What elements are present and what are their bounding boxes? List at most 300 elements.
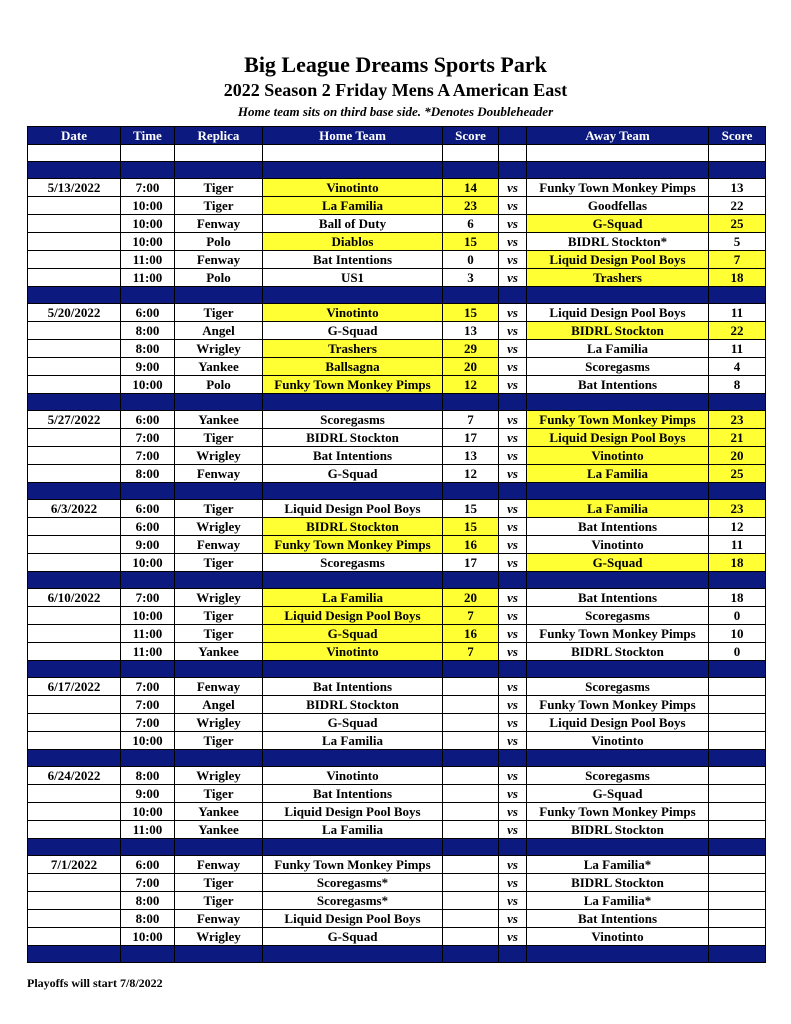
away-score-cell: 13	[709, 179, 766, 197]
schedule-table	[27, 126, 766, 963]
home-team-cell: Liquid Design Pool Boys	[263, 910, 443, 928]
vs-cell: vs	[499, 892, 527, 910]
week-separator-band-cell	[263, 839, 443, 856]
replica-cell: Yankee	[175, 643, 263, 661]
away-score-cell: 5	[709, 233, 766, 251]
date-cell	[28, 696, 121, 714]
table-row	[28, 518, 766, 536]
week-separator-band	[28, 162, 766, 179]
week-separator-band-cell	[709, 162, 766, 179]
away-team-cell: Trashers	[527, 269, 709, 287]
date-cell	[28, 910, 121, 928]
time-cell: 10:00	[121, 928, 175, 946]
home-team-cell: Ball of Duty	[263, 215, 443, 233]
away-team-cell: Bat Intentions	[527, 910, 709, 928]
away-team-cell: Vinotinto	[527, 732, 709, 750]
home-score-cell: 15	[443, 518, 499, 536]
week-separator-band-cell	[28, 572, 121, 589]
date-cell	[28, 322, 121, 340]
week-separator-band-cell	[175, 750, 263, 767]
vs-cell: vs	[499, 447, 527, 465]
away-team-cell: Funky Town Monkey Pimps	[527, 696, 709, 714]
replica-cell: Yankee	[175, 821, 263, 839]
schedule-note: Home team sits on third base side. *Denotes Doubleheader	[237, 104, 554, 119]
time-cell: 6:00	[121, 856, 175, 874]
vs-cell: vs	[499, 304, 527, 322]
table-row	[28, 589, 766, 607]
vs-cell: vs	[499, 465, 527, 483]
time-cell: 7:00	[121, 696, 175, 714]
week-separator-band-cell	[499, 483, 527, 500]
time-cell: 9:00	[121, 358, 175, 376]
vs-cell: vs	[499, 678, 527, 696]
home-score-cell: 15	[443, 304, 499, 322]
away-score-cell: 18	[709, 269, 766, 287]
week-separator-band-cell	[28, 661, 121, 678]
time-cell: 10:00	[121, 376, 175, 394]
time-cell: 10:00	[121, 803, 175, 821]
time-cell: 8:00	[121, 322, 175, 340]
date-cell	[28, 874, 121, 892]
replica-cell: Fenway	[175, 910, 263, 928]
table-row	[28, 910, 766, 928]
date-cell	[28, 928, 121, 946]
away-score-cell: 7	[709, 251, 766, 269]
away-team-cell: Bat Intentions	[527, 589, 709, 607]
week-separator-band-cell	[499, 661, 527, 678]
vs-cell: vs	[499, 500, 527, 518]
away-team-cell: Liquid Design Pool Boys	[527, 304, 709, 322]
date-cell	[28, 447, 121, 465]
date-cell: 6/17/2022	[28, 678, 121, 696]
week-separator-band	[28, 394, 766, 411]
home-team-cell: Liquid Design Pool Boys	[263, 803, 443, 821]
away-score-cell	[709, 732, 766, 750]
table-row	[28, 358, 766, 376]
vs-cell: vs	[499, 821, 527, 839]
home-team-cell: Bat Intentions	[263, 678, 443, 696]
week-separator-band-cell	[28, 839, 121, 856]
replica-cell: Fenway	[175, 251, 263, 269]
table-row	[28, 625, 766, 643]
col-header-replica: Replica	[175, 127, 263, 145]
home-score-cell: 0	[443, 251, 499, 269]
home-team-cell: Funky Town Monkey Pimps	[263, 536, 443, 554]
col-header-away-team: Away Team	[527, 127, 709, 145]
week-separator-band	[28, 287, 766, 304]
replica-cell: Angel	[175, 696, 263, 714]
away-team-cell: Liquid Design Pool Boys	[527, 251, 709, 269]
week-separator-band-cell	[28, 946, 121, 963]
home-score-cell: 3	[443, 269, 499, 287]
date-cell: 6/3/2022	[28, 500, 121, 518]
away-score-cell: 18	[709, 589, 766, 607]
table-row	[28, 554, 766, 572]
week-separator-band-cell	[709, 839, 766, 856]
vs-cell: vs	[499, 910, 527, 928]
home-team-cell: Scoregasms	[263, 411, 443, 429]
away-team-cell: BIDRL Stockton*	[527, 233, 709, 251]
week-separator-band-cell	[175, 394, 263, 411]
replica-cell: Tiger	[175, 197, 263, 215]
home-team-cell: BIDRL Stockton	[263, 429, 443, 447]
table-row	[28, 536, 766, 554]
time-cell: 8:00	[121, 910, 175, 928]
table-row	[28, 803, 766, 821]
week-separator-band-cell	[175, 162, 263, 179]
home-score-cell: 7	[443, 643, 499, 661]
replica-cell: Yankee	[175, 358, 263, 376]
vs-cell: vs	[499, 714, 527, 732]
time-cell: 11:00	[121, 625, 175, 643]
away-team-cell: Scoregasms	[527, 767, 709, 785]
time-cell: 7:00	[121, 589, 175, 607]
away-team-cell: G-Squad	[527, 215, 709, 233]
table-row	[28, 892, 766, 910]
away-score-cell: 22	[709, 322, 766, 340]
time-cell: 10:00	[121, 554, 175, 572]
vs-cell: vs	[499, 785, 527, 803]
table-row	[28, 340, 766, 358]
vs-cell: vs	[499, 767, 527, 785]
date-cell	[28, 233, 121, 251]
time-cell: 8:00	[121, 465, 175, 483]
home-score-cell: 13	[443, 322, 499, 340]
home-score-cell: 15	[443, 500, 499, 518]
home-score-cell	[443, 856, 499, 874]
week-separator-band-cell	[527, 750, 709, 767]
date-cell	[28, 429, 121, 447]
home-score-cell: 12	[443, 465, 499, 483]
table-row	[28, 215, 766, 233]
time-cell: 7:00	[121, 429, 175, 447]
table-row	[28, 856, 766, 874]
week-separator-band-cell	[499, 946, 527, 963]
home-score-cell: 6	[443, 215, 499, 233]
week-separator-band-cell	[443, 661, 499, 678]
home-score-cell	[443, 696, 499, 714]
table-row	[28, 714, 766, 732]
col-header-home-score: Score	[443, 127, 499, 145]
vs-cell: vs	[499, 607, 527, 625]
away-team-cell: BIDRL Stockton	[527, 322, 709, 340]
week-separator-band-cell	[499, 839, 527, 856]
away-team-cell: La Familia	[527, 500, 709, 518]
replica-cell: Polo	[175, 233, 263, 251]
date-cell	[28, 785, 121, 803]
week-separator-band-cell	[121, 661, 175, 678]
date-cell	[28, 554, 121, 572]
replica-cell: Fenway	[175, 678, 263, 696]
table-row	[28, 821, 766, 839]
week-separator-band-cell	[527, 946, 709, 963]
home-team-cell: US1	[263, 269, 443, 287]
replica-cell: Yankee	[175, 803, 263, 821]
date-cell	[28, 892, 121, 910]
home-score-cell	[443, 732, 499, 750]
date-cell	[28, 518, 121, 536]
home-team-cell: Trashers	[263, 340, 443, 358]
away-score-cell	[709, 874, 766, 892]
time-cell: 10:00	[121, 215, 175, 233]
week-separator-band-cell	[443, 394, 499, 411]
home-team-cell: Vinotinto	[263, 767, 443, 785]
blank-row-cell	[709, 145, 766, 162]
away-score-cell: 18	[709, 554, 766, 572]
table-row	[28, 767, 766, 785]
time-cell: 7:00	[121, 179, 175, 197]
table-row	[28, 251, 766, 269]
away-team-cell: Liquid Design Pool Boys	[527, 429, 709, 447]
home-team-cell: La Familia	[263, 197, 443, 215]
home-team-cell: Funky Town Monkey Pimps	[263, 856, 443, 874]
date-cell	[28, 269, 121, 287]
away-team-cell: Vinotinto	[527, 536, 709, 554]
week-separator-band-cell	[527, 162, 709, 179]
away-score-cell	[709, 696, 766, 714]
away-score-cell: 12	[709, 518, 766, 536]
table-row	[28, 928, 766, 946]
away-score-cell: 10	[709, 625, 766, 643]
blank-row-cell	[443, 145, 499, 162]
week-separator-band-cell	[527, 483, 709, 500]
away-team-cell: G-Squad	[527, 554, 709, 572]
vs-cell: vs	[499, 696, 527, 714]
home-team-cell: Scoregasms*	[263, 892, 443, 910]
time-cell: 10:00	[121, 233, 175, 251]
blank-row	[28, 145, 766, 162]
time-cell: 10:00	[121, 197, 175, 215]
table-row	[28, 304, 766, 322]
away-score-cell	[709, 856, 766, 874]
vs-cell: vs	[499, 179, 527, 197]
playoffs-note: Playoffs will start 7/8/2022	[27, 976, 163, 990]
week-separator-band-cell	[499, 394, 527, 411]
away-team-cell: Funky Town Monkey Pimps	[527, 803, 709, 821]
col-header-time: Time	[121, 127, 175, 145]
page-title: Big League Dreams Sports Park	[244, 52, 547, 77]
home-score-cell: 20	[443, 589, 499, 607]
week-separator-band	[28, 839, 766, 856]
table-row	[28, 269, 766, 287]
home-team-cell: Bat Intentions	[263, 447, 443, 465]
week-separator-band-cell	[175, 287, 263, 304]
replica-cell: Polo	[175, 269, 263, 287]
week-separator-band-cell	[121, 394, 175, 411]
replica-cell: Wrigley	[175, 447, 263, 465]
week-separator-band-cell	[527, 661, 709, 678]
time-cell: 11:00	[121, 269, 175, 287]
home-score-cell	[443, 714, 499, 732]
blank-row-cell	[28, 145, 121, 162]
home-team-cell: Ballsagna	[263, 358, 443, 376]
week-separator-band	[28, 572, 766, 589]
week-separator-band-cell	[175, 946, 263, 963]
replica-cell: Tiger	[175, 732, 263, 750]
date-cell	[28, 714, 121, 732]
week-separator-band-cell	[443, 839, 499, 856]
away-score-cell: 11	[709, 340, 766, 358]
home-score-cell: 17	[443, 429, 499, 447]
blank-row-cell	[175, 145, 263, 162]
vs-cell: vs	[499, 358, 527, 376]
vs-cell: vs	[499, 625, 527, 643]
replica-cell: Wrigley	[175, 589, 263, 607]
home-score-cell	[443, 785, 499, 803]
home-team-cell: Scoregasms	[263, 554, 443, 572]
date-cell: 5/27/2022	[28, 411, 121, 429]
table-row	[28, 233, 766, 251]
home-score-cell	[443, 767, 499, 785]
time-cell: 7:00	[121, 714, 175, 732]
home-score-cell: 23	[443, 197, 499, 215]
away-team-cell: Bat Intentions	[527, 518, 709, 536]
week-separator-band-cell	[499, 750, 527, 767]
away-score-cell	[709, 803, 766, 821]
blank-row-cell	[121, 145, 175, 162]
table-row	[28, 376, 766, 394]
home-score-cell: 7	[443, 607, 499, 625]
time-cell: 6:00	[121, 411, 175, 429]
time-cell: 11:00	[121, 643, 175, 661]
replica-cell: Fenway	[175, 856, 263, 874]
away-score-cell	[709, 910, 766, 928]
week-separator-band	[28, 661, 766, 678]
vs-cell: vs	[499, 429, 527, 447]
replica-cell: Tiger	[175, 892, 263, 910]
away-team-cell: BIDRL Stockton	[527, 821, 709, 839]
time-cell: 8:00	[121, 892, 175, 910]
time-cell: 6:00	[121, 518, 175, 536]
date-cell	[28, 643, 121, 661]
away-team-cell: Funky Town Monkey Pimps	[527, 179, 709, 197]
vs-cell: vs	[499, 874, 527, 892]
away-team-cell: Vinotinto	[527, 928, 709, 946]
table-row	[28, 429, 766, 447]
home-team-cell: Vinotinto	[263, 643, 443, 661]
home-score-cell	[443, 678, 499, 696]
away-team-cell: La Familia*	[527, 856, 709, 874]
away-score-cell: 23	[709, 500, 766, 518]
vs-cell: vs	[499, 643, 527, 661]
home-team-cell: Bat Intentions	[263, 251, 443, 269]
home-score-cell	[443, 821, 499, 839]
week-separator-band	[28, 946, 766, 963]
away-score-cell: 23	[709, 411, 766, 429]
away-team-cell: Scoregasms	[527, 607, 709, 625]
date-cell	[28, 251, 121, 269]
week-separator-band-cell	[709, 483, 766, 500]
date-cell: 6/10/2022	[28, 589, 121, 607]
home-score-cell: 16	[443, 625, 499, 643]
table-row	[28, 607, 766, 625]
week-separator-band-cell	[263, 162, 443, 179]
date-cell	[28, 803, 121, 821]
home-score-cell: 14	[443, 179, 499, 197]
vs-cell: vs	[499, 269, 527, 287]
vs-cell: vs	[499, 589, 527, 607]
replica-cell: Fenway	[175, 465, 263, 483]
week-separator-band-cell	[263, 287, 443, 304]
time-cell: 7:00	[121, 874, 175, 892]
home-score-cell: 13	[443, 447, 499, 465]
time-cell: 8:00	[121, 767, 175, 785]
table-row	[28, 678, 766, 696]
away-score-cell: 25	[709, 215, 766, 233]
week-separator-band-cell	[709, 750, 766, 767]
week-separator-band-cell	[499, 162, 527, 179]
week-separator-band-cell	[121, 839, 175, 856]
home-team-cell: BIDRL Stockton	[263, 518, 443, 536]
away-team-cell: Liquid Design Pool Boys	[527, 714, 709, 732]
home-team-cell: Liquid Design Pool Boys	[263, 607, 443, 625]
date-cell	[28, 340, 121, 358]
week-separator-band-cell	[121, 750, 175, 767]
replica-cell: Tiger	[175, 500, 263, 518]
home-team-cell: BIDRL Stockton	[263, 696, 443, 714]
time-cell: 9:00	[121, 536, 175, 554]
vs-cell: vs	[499, 233, 527, 251]
replica-cell: Angel	[175, 322, 263, 340]
home-team-cell: G-Squad	[263, 322, 443, 340]
home-score-cell: 20	[443, 358, 499, 376]
week-separator-band-cell	[263, 750, 443, 767]
table-row	[28, 197, 766, 215]
time-cell: 7:00	[121, 447, 175, 465]
table-row	[28, 874, 766, 892]
replica-cell: Fenway	[175, 215, 263, 233]
week-separator-band-cell	[263, 661, 443, 678]
vs-cell: vs	[499, 322, 527, 340]
week-separator-band-cell	[443, 287, 499, 304]
away-team-cell: Funky Town Monkey Pimps	[527, 625, 709, 643]
home-score-cell: 29	[443, 340, 499, 358]
col-header-date: Date	[28, 127, 121, 145]
week-separator-band	[28, 750, 766, 767]
date-cell: 6/24/2022	[28, 767, 121, 785]
replica-cell: Wrigley	[175, 767, 263, 785]
table-row	[28, 500, 766, 518]
away-score-cell	[709, 785, 766, 803]
table-header-row	[28, 127, 766, 145]
away-score-cell: 20	[709, 447, 766, 465]
week-separator-band-cell	[527, 287, 709, 304]
vs-cell: vs	[499, 732, 527, 750]
blank-row-cell	[263, 145, 443, 162]
date-cell	[28, 732, 121, 750]
home-score-cell	[443, 910, 499, 928]
date-cell	[28, 607, 121, 625]
vs-cell: vs	[499, 376, 527, 394]
home-score-cell	[443, 892, 499, 910]
week-separator-band-cell	[527, 839, 709, 856]
table-row	[28, 447, 766, 465]
home-team-cell: Funky Town Monkey Pimps	[263, 376, 443, 394]
home-team-cell: Bat Intentions	[263, 785, 443, 803]
week-separator-band-cell	[263, 572, 443, 589]
home-team-cell: La Familia	[263, 589, 443, 607]
replica-cell: Wrigley	[175, 714, 263, 732]
week-separator-band-cell	[28, 162, 121, 179]
time-cell: 11:00	[121, 251, 175, 269]
time-cell: 6:00	[121, 304, 175, 322]
time-cell: 6:00	[121, 500, 175, 518]
away-score-cell: 11	[709, 304, 766, 322]
time-cell: 8:00	[121, 340, 175, 358]
week-separator-band-cell	[263, 946, 443, 963]
replica-cell: Polo	[175, 376, 263, 394]
away-score-cell: 22	[709, 197, 766, 215]
